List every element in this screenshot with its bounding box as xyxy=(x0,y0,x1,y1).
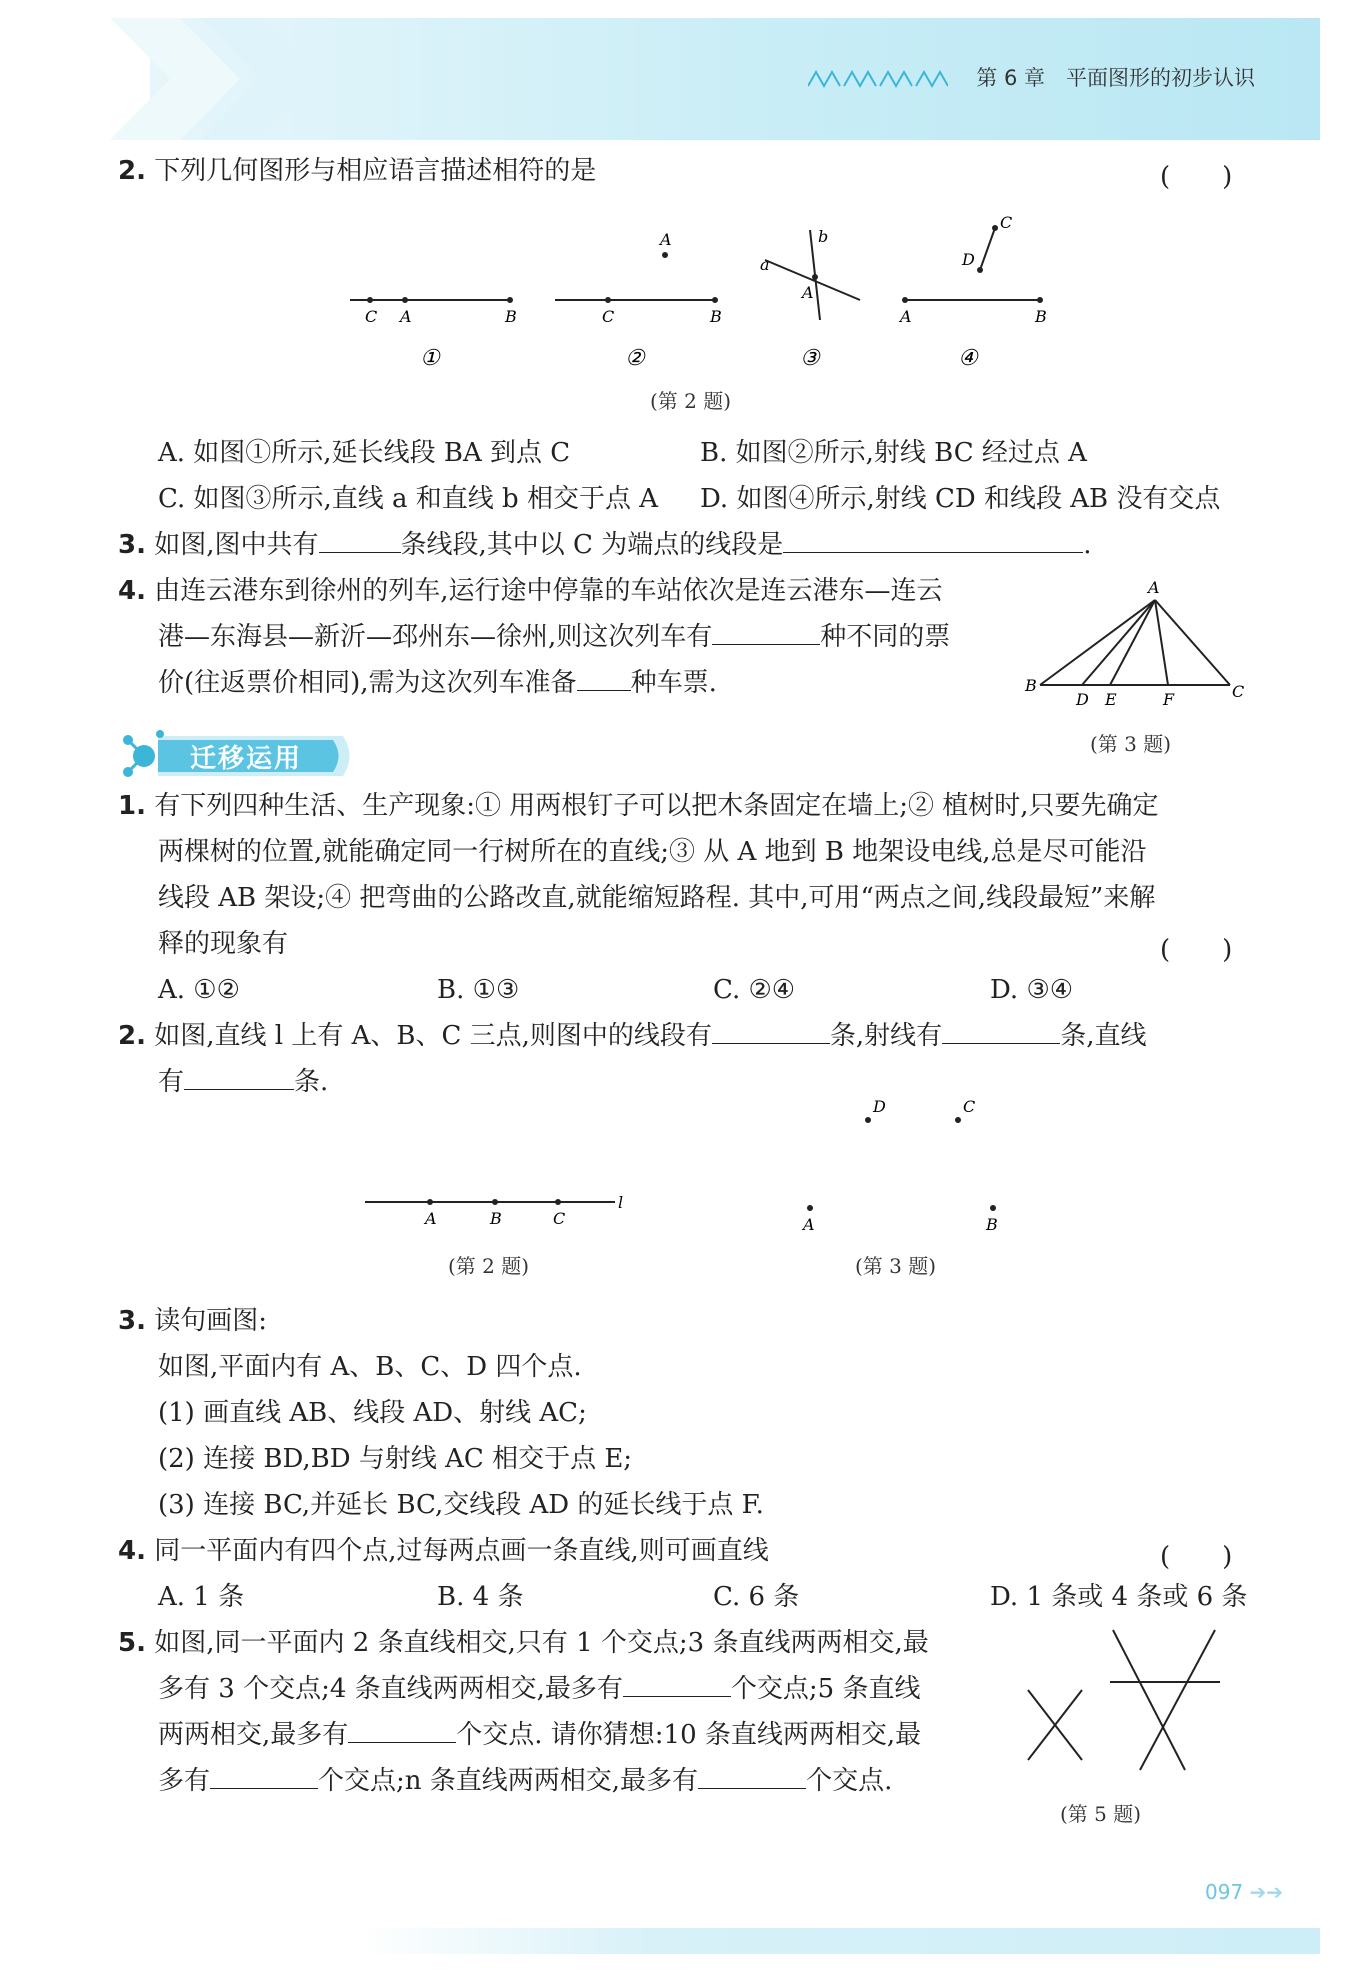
q3-fig-label-d: D xyxy=(1076,690,1089,709)
q3-number: 3. xyxy=(118,530,146,560)
s3-title-line xyxy=(118,1298,267,1344)
s3-caption: (第 3 题) xyxy=(855,1254,937,1278)
page-number xyxy=(1205,1880,1283,1904)
q3-text-a: 如图,图中共有 xyxy=(154,530,319,560)
s4-option-b[interactable]: B. 4 条 xyxy=(437,1582,524,1612)
s2-text-line1c: 条,直线 xyxy=(1060,1021,1147,1051)
q3-text-c: . xyxy=(1083,530,1092,560)
s1-text-line3: 线段 AB 架设;④ 把弯曲的公路改直,就能缩短路程. 其中,可用“两点之间,线段最短”来解 xyxy=(158,883,1156,913)
q2-fig4-label-c: C xyxy=(1000,213,1013,232)
s5-blank-n-lines[interactable] xyxy=(698,1760,806,1789)
s5-blank-five-lines[interactable] xyxy=(348,1714,456,1743)
s5-blank-four-lines[interactable] xyxy=(623,1668,731,1697)
q4-text-line3b: 种车票. xyxy=(630,668,717,698)
q3-fig-label-a: A xyxy=(1148,578,1160,597)
q2-fig2-label-c: C xyxy=(602,307,615,326)
s2-fig-label-b: B xyxy=(490,1209,502,1228)
q3-blank-count[interactable] xyxy=(319,524,401,553)
s2-fig-label-c: C xyxy=(553,1209,566,1228)
q4-text-line1: 由连云港东到徐州的列车,运行途中停靠的车站依次是连云港东—连云 xyxy=(154,576,943,606)
s1-number: 1. xyxy=(118,791,146,821)
page-number-text: 097 xyxy=(1205,1880,1244,1904)
s3-text-line2: (1) 画直线 AB、线段 AD、射线 AC; xyxy=(158,1398,587,1428)
q2-fig1-label-b: B xyxy=(505,307,517,326)
s1-line1 xyxy=(118,783,1159,829)
q3-stem xyxy=(118,522,1091,568)
q3-caption: (第 3 题) xyxy=(1090,732,1172,756)
s2-text-line1b: 条,射线有 xyxy=(829,1021,943,1051)
q4-blank-prices[interactable] xyxy=(712,616,820,645)
q2-text: 下列几何图形与相应语言描述相符的是 xyxy=(154,156,597,186)
q3-fig-label-c: C xyxy=(1232,682,1245,701)
s3-fig-label-a: A xyxy=(803,1215,815,1234)
q2-fig2-label-b: B xyxy=(710,307,722,326)
q2-fig3-label-a-line: a xyxy=(760,255,770,274)
s5-text-line4b: 个交点;n 条直线两两相交,最多有 xyxy=(318,1766,699,1796)
s5-text-line2b: 个交点;5 条直线 xyxy=(730,1674,921,1704)
q2-figures xyxy=(330,210,1080,380)
s5-line2 xyxy=(158,1666,920,1712)
s5-line4 xyxy=(158,1758,892,1804)
s4-answer-paren[interactable]: ( ) xyxy=(1160,1542,1233,1572)
q2-fig3-number: ③ xyxy=(800,346,820,371)
q2-fig1-label-a: A xyxy=(400,307,412,326)
s4-number: 4. xyxy=(118,1536,146,1566)
triangle-decoration-icon xyxy=(808,68,948,88)
q2-fig3-label-b-line: b xyxy=(818,227,829,246)
q2-fig4-label-b: B xyxy=(1035,307,1047,326)
q4-text-line2a: 港—东海县—新沂—邳州东—徐州,则这次列车有 xyxy=(158,622,713,652)
header-chevron-decoration xyxy=(110,18,390,140)
q2-number: 2. xyxy=(118,156,146,186)
q2-stem xyxy=(118,148,596,194)
s1-option-a[interactable]: A. ①② xyxy=(158,975,240,1005)
s5-number: 5. xyxy=(118,1628,146,1658)
q2-fig4-label-d: D xyxy=(962,250,975,269)
q4-line3 xyxy=(158,660,717,706)
s5-blank-ten-lines[interactable] xyxy=(210,1760,318,1789)
s5-text-line3a: 两两相交,最多有 xyxy=(158,1720,349,1750)
q2-option-a[interactable]: A. 如图①所示,延长线段 BA 到点 C xyxy=(158,438,571,468)
q2-option-c[interactable]: C. 如图③所示,直线 a 和直线 b 相交于点 A xyxy=(158,484,659,514)
s3-figure xyxy=(790,1090,1030,1240)
s1-text-line1: 有下列四种生活、生产现象:① 用两根钉子可以把木条固定在墙上;② 植树时,只要先确定 xyxy=(154,791,1159,821)
s1-option-c[interactable]: C. ②④ xyxy=(713,975,796,1005)
s5-caption: (第 5 题) xyxy=(1060,1802,1142,1826)
s3-text-line1: 如图,平面内有 A、B、C、D 四个点. xyxy=(158,1352,582,1382)
s3-fig-label-b: B xyxy=(986,1215,998,1234)
q3-fig-label-e: E xyxy=(1105,690,1117,709)
s2-text-line2b: 条. xyxy=(294,1067,329,1097)
s5-text-line4c: 个交点. xyxy=(806,1766,893,1796)
s1-option-d[interactable]: D. ③④ xyxy=(990,975,1074,1005)
q3-blank-segments[interactable] xyxy=(783,524,1083,553)
s4-option-c[interactable]: C. 6 条 xyxy=(713,1582,800,1612)
s5-text-line3b: 个交点. 请你猜想:10 条直线两两相交,最 xyxy=(456,1720,922,1750)
q4-line2 xyxy=(158,614,950,660)
s2-line1 xyxy=(118,1013,1146,1059)
q3-fig-label-f: F xyxy=(1163,690,1175,709)
s2-fig-label-l: l xyxy=(618,1193,624,1212)
q4-number: 4. xyxy=(118,576,146,606)
s1-option-b[interactable]: B. ①③ xyxy=(437,975,520,1005)
q4-blank-tickets[interactable] xyxy=(577,662,631,691)
s2-text-line1a: 如图,直线 l 上有 A、B、C 三点,则图中的线段有 xyxy=(154,1021,712,1051)
q4-text-line2b: 种不同的票 xyxy=(820,622,951,652)
s4-option-a[interactable]: A. 1 条 xyxy=(158,1582,245,1612)
s5-line1 xyxy=(118,1620,929,1666)
s2-blank-lines[interactable] xyxy=(184,1061,294,1090)
s4-text: 同一平面内有四个点,过每两点画一条直线,则可画直线 xyxy=(154,1536,769,1566)
s2-text-line2a: 有 xyxy=(158,1067,185,1097)
q2-fig2-label-a: A xyxy=(660,230,672,249)
s3-number: 3. xyxy=(118,1306,146,1336)
q3-figure xyxy=(1020,575,1250,715)
s3-fig-label-c: C xyxy=(963,1097,976,1116)
s4-stem xyxy=(118,1528,769,1574)
q2-fig1-label-c: C xyxy=(365,307,378,326)
q2-caption: (第 2 题) xyxy=(650,389,732,413)
s3-text-line3: (2) 连接 BD,BD 与射线 AC 相交于点 E; xyxy=(158,1444,633,1474)
q2-fig4-label-a: A xyxy=(900,307,912,326)
s2-caption: (第 2 题) xyxy=(448,1254,530,1278)
s2-blank-segments[interactable] xyxy=(712,1015,830,1044)
s3-title: 读句画图: xyxy=(154,1306,267,1336)
s2-blank-rays[interactable] xyxy=(942,1015,1060,1044)
q4-line1 xyxy=(118,568,943,614)
s3-text-line4: (3) 连接 BC,并延长 BC,交线段 AD 的延长线于点 F. xyxy=(158,1490,764,1520)
s5-text-line1: 如图,同一平面内 2 条直线相交,只有 1 个交点;3 条直线两两相交,最 xyxy=(154,1628,929,1658)
footer-band xyxy=(360,1928,1320,1954)
s5-text-line4a: 多有 xyxy=(158,1766,211,1796)
s5-text-line2a: 多有 3 个交点;4 条直线两两相交,最多有 xyxy=(158,1674,623,1704)
q2-fig4-number: ④ xyxy=(958,346,978,371)
s1-answer-paren[interactable]: ( ) xyxy=(1160,935,1233,965)
q2-option-d[interactable]: D. 如图④所示,射线 CD 和线段 AB 没有交点 xyxy=(700,484,1221,514)
s5-figure xyxy=(1010,1620,1240,1790)
s4-option-d[interactable]: D. 1 条或 4 条或 6 条 xyxy=(990,1582,1248,1612)
q3-fig-label-b: B xyxy=(1025,676,1037,695)
s2-figure xyxy=(360,1180,640,1230)
section-title: 迁移运用 xyxy=(190,744,303,774)
q2-option-b[interactable]: B. 如图②所示,射线 BC 经过点 A xyxy=(700,438,1087,468)
q4-text-line3a: 价(往返票价相同),需为这次列车准备 xyxy=(158,668,577,698)
q2-fig3-label-a-point: A xyxy=(802,283,814,302)
q2-fig2-number: ② xyxy=(625,346,645,371)
s2-line2 xyxy=(158,1059,328,1105)
q2-fig1-number: ① xyxy=(420,346,440,371)
chapter-title: 第 6 章 平面图形的初步认识 xyxy=(976,66,1255,90)
s2-number: 2. xyxy=(118,1021,146,1051)
q2-answer-paren[interactable]: ( ) xyxy=(1160,162,1233,192)
q3-text-b: 条线段,其中以 C 为端点的线段是 xyxy=(400,530,784,560)
arrow-right-icon: ➔➔ xyxy=(1249,1880,1284,1904)
s2-fig-label-a: A xyxy=(425,1209,437,1228)
s5-line3 xyxy=(158,1712,921,1758)
s1-text-line2: 两棵树的位置,就能确定同一行树所在的直线;③ 从 A 地到 B 地架设电线,总是尽可能沿 xyxy=(158,837,1147,867)
s1-text-line4: 释的现象有 xyxy=(158,929,289,959)
s3-fig-label-d: D xyxy=(873,1097,886,1116)
